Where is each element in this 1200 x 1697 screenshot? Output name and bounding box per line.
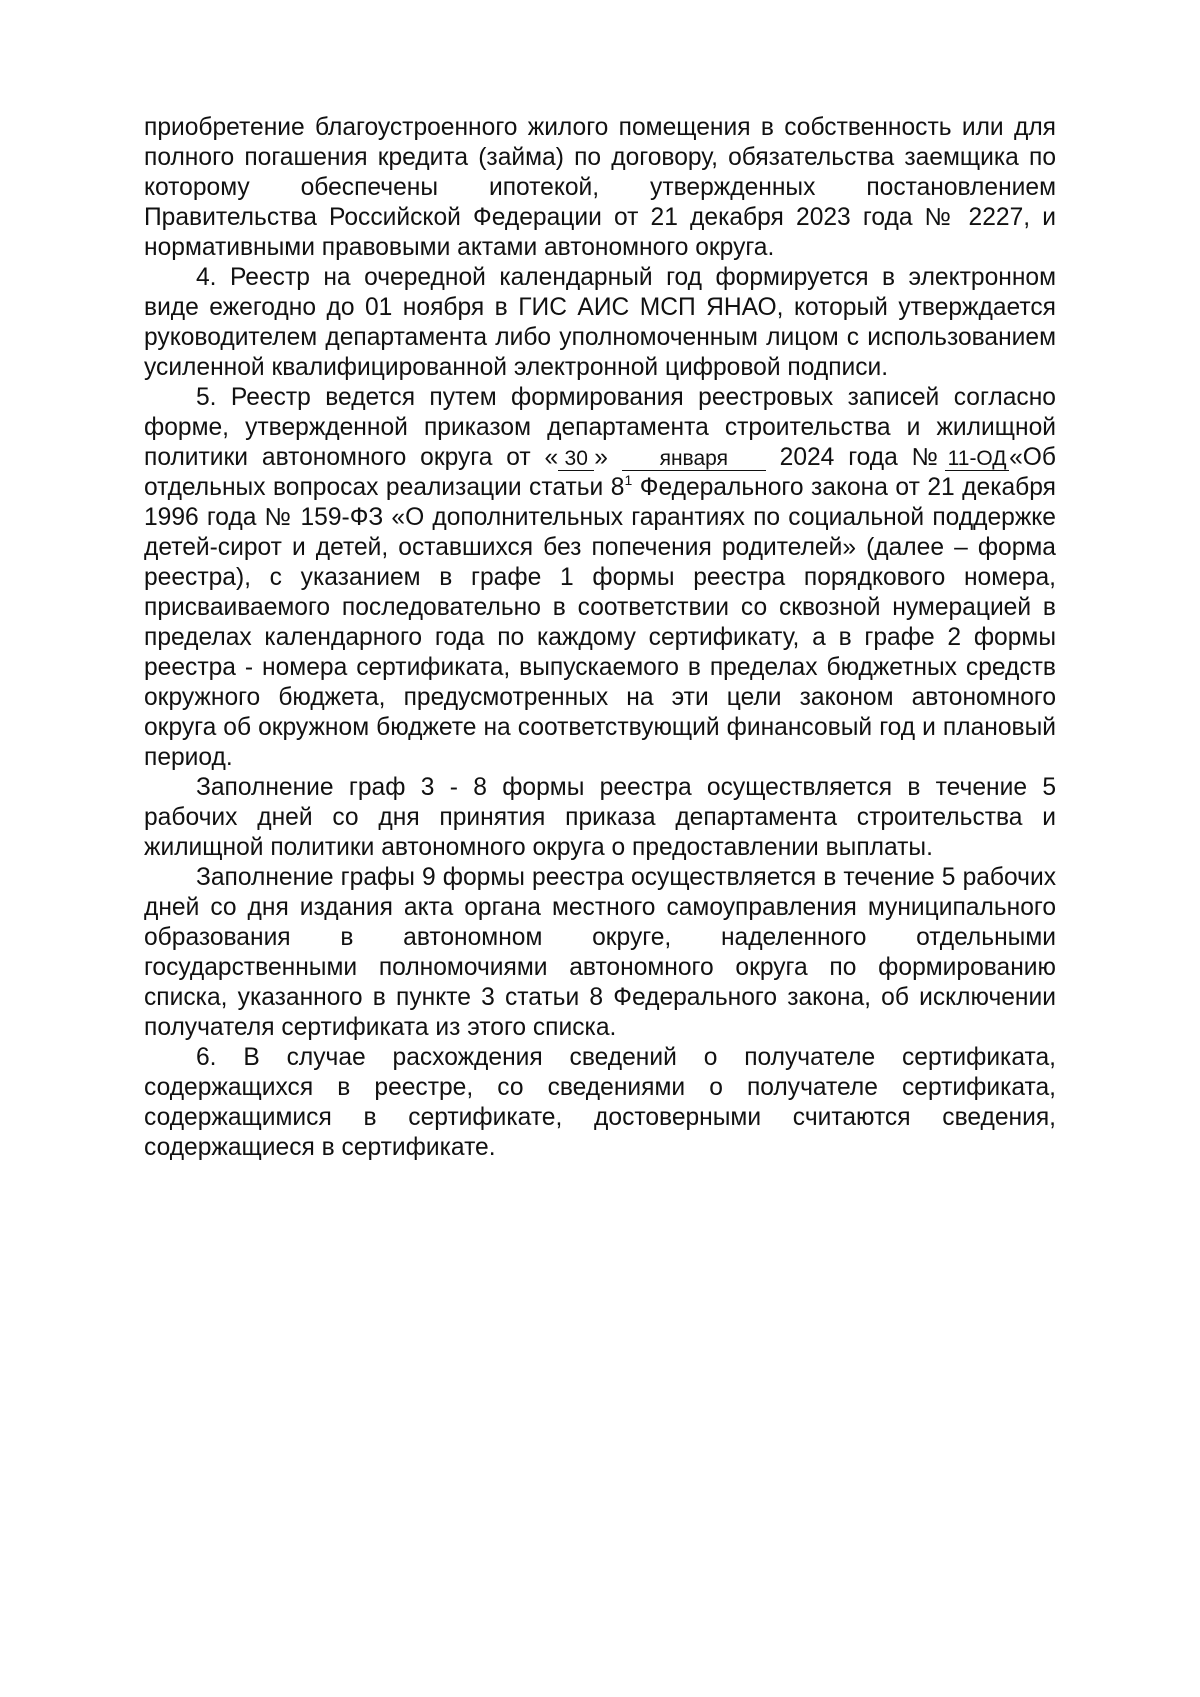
paragraph-fill-column-9: Заполнение графы 9 формы реестра осуществляется в течение 5 рабочих дней со дня издания акта органа местного самоуправления муниципального образования в автономном округе, наделенного отдельными государственными полномочиями автономного округа по формированию списка, указанного в пункте 3 статьи 8 Федерального закона, об исключении получателя сертификата из этого списка. <box>144 864 1056 1041</box>
article-superscript: 1 <box>624 472 633 488</box>
paragraph-5-text-2: » <box>594 444 622 471</box>
paragraph-item-5 <box>144 383 1056 773</box>
paragraph-item-6: 6. В случае расхождения сведений о получателе сертификата, содержащихся в реестре, со сведениями о получателе сертификата, содержащимися в сертификате, достоверными считаются сведения, содержащиеся в сертификате. <box>144 1044 1056 1161</box>
paragraph-5-text-5: Федерального закона от 21 декабря 1996 года № 159-ФЗ «О дополнительных гарантиях по социальной поддержке детей-сирот и детей, оставшихся без попечения родителей» (далее – форма реестра), с указанием в графе 1 формы реестра порядкового номера, присваиваемого последовательно в соответствии со сквозной нумерацией в пределах календарного года по каждому сертификату, а в графе 2 формы реестра - номера сертификата, выпускаемого в пределах бюджетных средств окружного бюджета, предусмотренных на эти цели законом автономного округа об окружном бюджете на соответствующий финансовый год и плановый период. <box>144 474 1056 771</box>
paragraph-continuation: приобретение благоустроенного жилого помещения в собственность или для полного погашения кредита (займа) по договору, обязательства заемщика по которому обеспечены ипотекой, утвержденных постановлением Правительства Российской Федерации от 21 декабря 2023 года № 2227, и нормативными правовыми актами автономного округа. <box>144 114 1056 261</box>
paragraph-fill-columns-3-8: Заполнение граф 3 - 8 формы реестра осуществляется в течение 5 рабочих дней со дня принятия приказа департамента строительства и жилищной политики автономного округа о предоставлении выплаты. <box>144 774 1056 861</box>
date-day-field: 30 <box>558 448 594 471</box>
paragraph-5-text-4: «Об отдельных вопросах реализации статьи 8 <box>144 444 1056 501</box>
document-page <box>144 113 1056 1163</box>
paragraph-item-4: 4. Реестр на очередной календарный год формируется в электронном виде ежегодно до 01 ноября в ГИС АИС МСП ЯНАО, который утверждается руководителем департамента либо уполномоченным лицом с использованием усиленной квалифицированной электронной цифровой подписи. <box>144 264 1056 381</box>
paragraph-5-text-3: 2024 года № <box>765 444 946 471</box>
order-number-field: 11-ОД <box>945 448 1009 471</box>
paragraph-5-text-1: 5. Реестр ведется путем формирования реестровых записей согласно форме, утвержденной приказом департамента строительства и жилищной политики автономного округа от « <box>144 384 1056 471</box>
date-month-field: января <box>622 448 766 471</box>
